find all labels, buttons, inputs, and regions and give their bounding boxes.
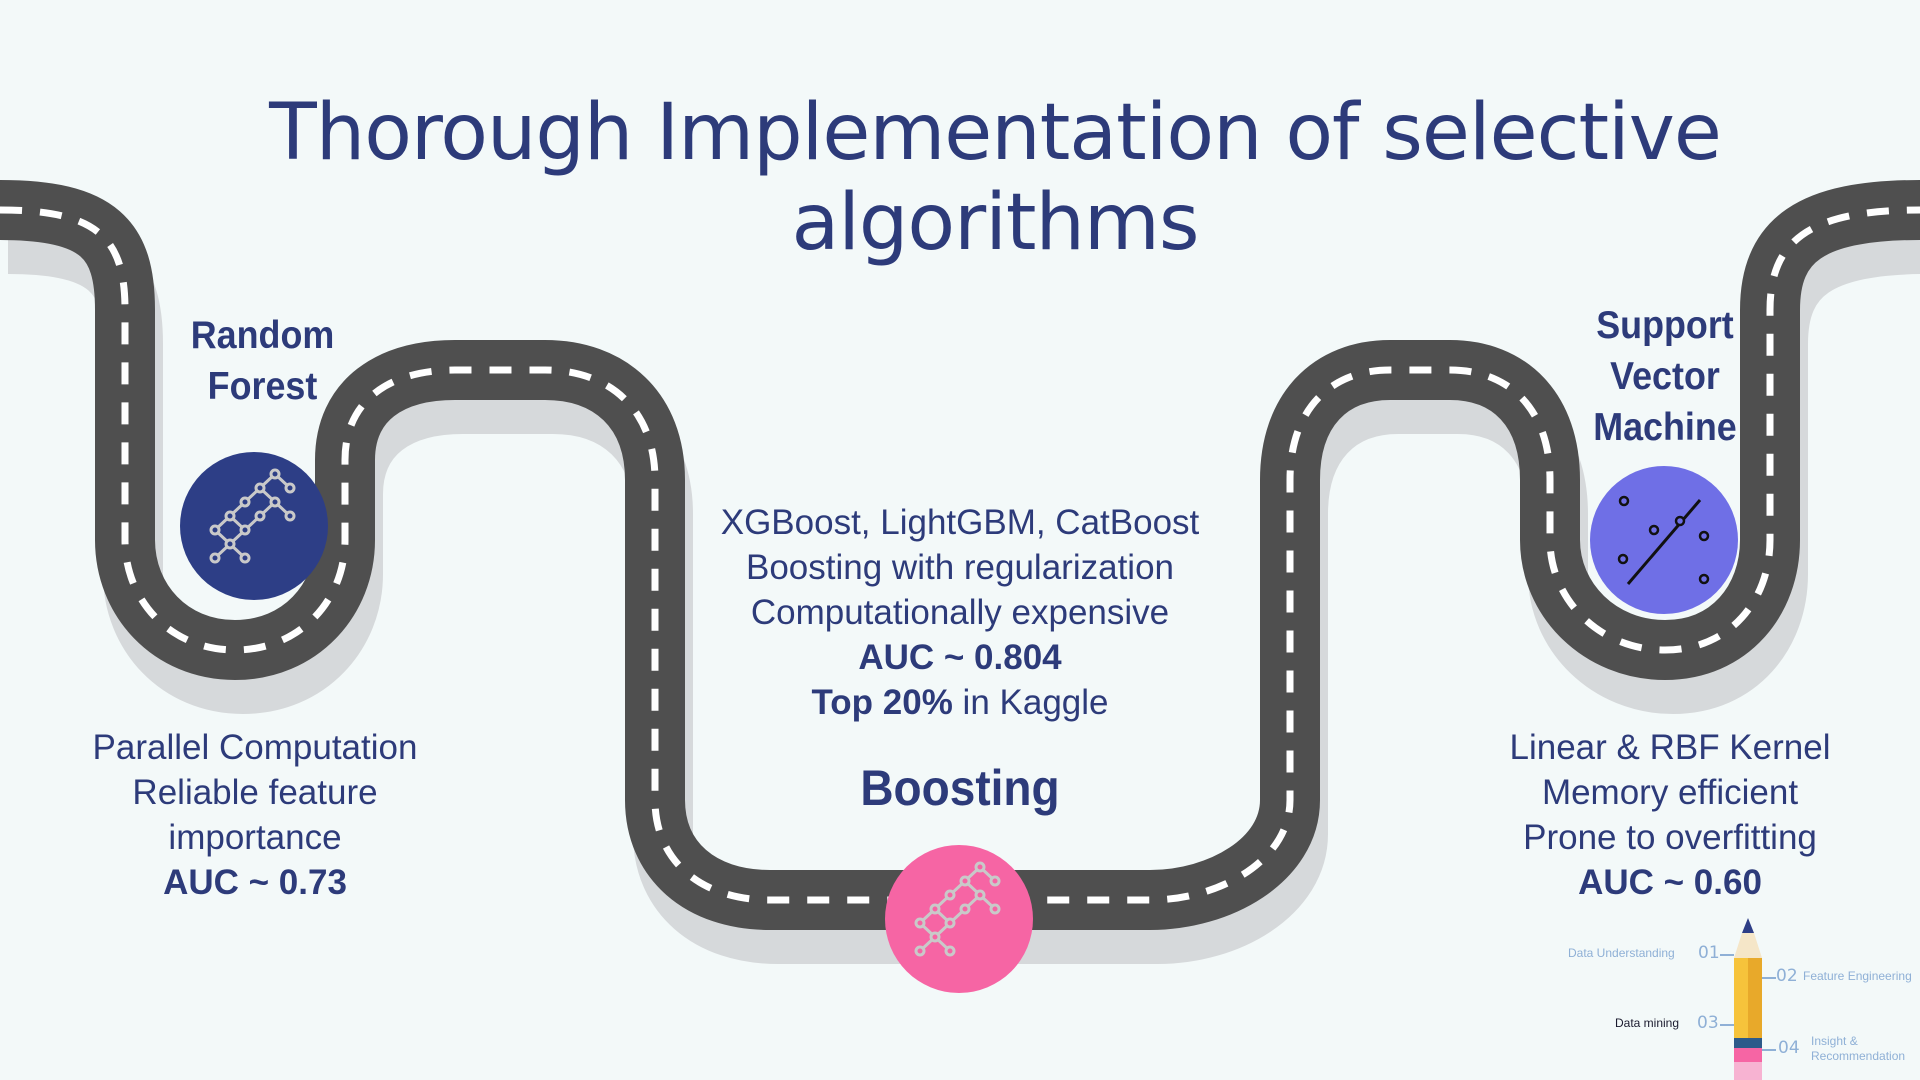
boosting-rank-bold: Top 20% — [811, 683, 953, 722]
svm-desc-line2: Memory efficient — [1541, 773, 1799, 812]
pencil-icon — [1722, 918, 1774, 1080]
boosting-desc-line3: Computationally expensive — [750, 593, 1170, 632]
legend-step4-connector — [1762, 1048, 1776, 1052]
random-forest-desc-line2: Reliable feature — [132, 773, 378, 812]
random-forest-title — [159, 310, 366, 412]
legend-step2-connector — [1762, 976, 1776, 980]
svm-auc: AUC ~ 0.60 — [1578, 863, 1762, 902]
boosting-title: Boosting — [860, 760, 1060, 816]
random-forest-description — [60, 725, 450, 905]
legend-step4-label-line2: Recommendation — [1811, 1049, 1906, 1063]
svm-title — [1550, 300, 1780, 453]
legend-step1-number: 01 — [1698, 943, 1720, 963]
boosting-description — [700, 500, 1220, 725]
page-title: Thorough Implementation of selective algorithms — [269, 88, 1721, 268]
random-forest-title-line2: Forest — [207, 365, 318, 408]
boosting-auc: AUC ~ 0.804 — [858, 638, 1062, 677]
legend-step4-label — [1811, 1034, 1905, 1064]
legend-step4-number: 04 — [1778, 1038, 1800, 1058]
svm-description — [1480, 725, 1860, 905]
scatter-hyperplane-icon — [1590, 466, 1738, 614]
random-forest-auc: AUC ~ 0.73 — [163, 863, 347, 902]
svm-icon-circle — [1590, 466, 1738, 614]
legend-step3-connector — [1720, 1023, 1734, 1027]
legend-step4-label-line1: Insight & — [1811, 1034, 1858, 1048]
boosting-rank-rest: in Kaggle — [952, 683, 1109, 722]
boosting-rank — [700, 680, 1220, 725]
svm-desc-line3: Prone to overfitting — [1523, 818, 1817, 857]
legend-step1-connector — [1720, 953, 1734, 957]
legend-step3-number: 03 — [1697, 1013, 1719, 1033]
boosting-desc-line2: Boosting with regularization — [745, 548, 1174, 587]
legend-step2-label: Feature Engineering — [1803, 969, 1912, 983]
svm-title-line1: Support — [1596, 304, 1734, 347]
legend-step2-number: 02 — [1776, 966, 1798, 986]
svm-desc-line1: Linear & RBF Kernel — [1509, 728, 1831, 767]
legend-step3-label: Data mining — [1615, 1016, 1680, 1030]
svm-title-line2: Vector — [1610, 355, 1720, 398]
random-forest-desc-line1: Parallel Computation — [92, 728, 418, 767]
random-forest-title-line1: Random — [190, 314, 335, 357]
boosting-icon-circle — [885, 845, 1033, 993]
decision-tree-icon — [885, 845, 1033, 993]
random-forest-icon-circle — [180, 452, 328, 600]
legend-step1-label: Data Understanding — [1568, 946, 1675, 960]
boosting-desc-line1: XGBoost, LightGBM, CatBoost — [720, 503, 1200, 542]
random-forest-desc-line3: importance — [168, 818, 342, 857]
decision-tree-icon — [180, 452, 328, 600]
svm-title-line3: Machine — [1593, 406, 1737, 449]
